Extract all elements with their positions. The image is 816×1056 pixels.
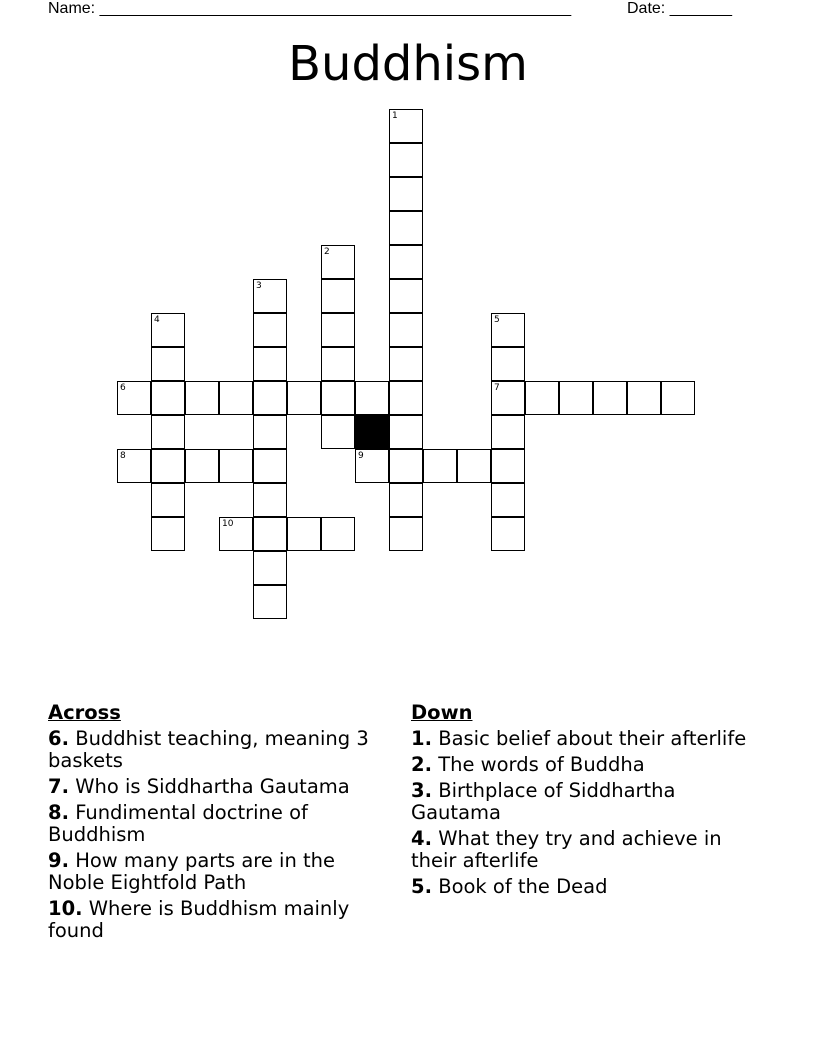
grid-cell[interactable] <box>389 381 423 415</box>
grid-cell[interactable] <box>389 483 423 517</box>
down-clue <box>411 754 751 776</box>
clue-number: 9. <box>48 849 69 872</box>
grid-cell[interactable] <box>151 517 185 551</box>
grid-cell[interactable] <box>593 381 627 415</box>
grid-cell[interactable] <box>491 449 525 483</box>
grid-cell[interactable] <box>287 517 321 551</box>
across-clue <box>48 850 388 894</box>
down-heading: Down <box>411 701 473 724</box>
grid-cell[interactable] <box>389 279 423 313</box>
grid-cell[interactable] <box>491 517 525 551</box>
grid-cell[interactable] <box>151 449 185 483</box>
grid-cell[interactable] <box>151 483 185 517</box>
grid-cell[interactable] <box>457 449 491 483</box>
grid-cell[interactable] <box>355 381 389 415</box>
grid-cell[interactable] <box>423 449 457 483</box>
grid-cell[interactable] <box>389 211 423 245</box>
grid-cell[interactable] <box>253 517 287 551</box>
grid-cell[interactable] <box>389 245 423 279</box>
grid-cell[interactable] <box>627 381 661 415</box>
across-heading: Across <box>48 701 121 724</box>
down-clue <box>411 728 751 750</box>
blocked-cell <box>355 415 389 449</box>
grid-cell[interactable] <box>321 415 355 449</box>
cell-number: 9 <box>358 451 364 461</box>
grid-cell[interactable] <box>389 347 423 381</box>
clue-text: Who is Siddhartha Gautama <box>75 775 350 798</box>
grid-cell[interactable] <box>253 347 287 381</box>
grid-cell[interactable] <box>389 177 423 211</box>
grid-cell[interactable] <box>117 381 151 415</box>
clue-number: 1. <box>411 727 432 750</box>
clue-number: 5. <box>411 875 432 898</box>
across-clue <box>48 802 388 846</box>
grid-cell[interactable] <box>151 313 185 347</box>
down-clue <box>411 780 751 824</box>
cell-number: 10 <box>222 519 234 529</box>
grid-cell[interactable] <box>253 551 287 585</box>
grid-cell[interactable] <box>491 381 525 415</box>
grid-cell[interactable] <box>287 381 321 415</box>
grid-cell[interactable] <box>661 381 695 415</box>
across-clues <box>48 702 388 946</box>
clue-number: 4. <box>411 827 432 850</box>
grid-cell[interactable] <box>389 313 423 347</box>
name-field-label: Name: _____________________________________________________ <box>48 0 572 17</box>
grid-cell[interactable] <box>491 313 525 347</box>
grid-cell[interactable] <box>219 449 253 483</box>
cell-number: 7 <box>494 383 500 393</box>
clue-text: Basic belief about their afterlife <box>438 727 747 750</box>
across-clue <box>48 898 388 942</box>
clue-text: Where is Buddhism mainly found <box>48 897 350 942</box>
clue-number: 10. <box>48 897 83 920</box>
clue-text: The words of Buddha <box>438 753 645 776</box>
grid-cell[interactable] <box>253 449 287 483</box>
grid-cell[interactable] <box>355 449 389 483</box>
clue-text: Book of the Dead <box>438 875 608 898</box>
cell-number: 6 <box>120 383 126 393</box>
grid-cell[interactable] <box>219 517 253 551</box>
down-clue <box>411 876 751 898</box>
clue-text: Fundimental doctrine of Buddhism <box>48 801 308 846</box>
down-clue <box>411 828 751 872</box>
grid-cell[interactable] <box>321 517 355 551</box>
clue-text: Buddhist teaching, meaning 3 baskets <box>48 727 369 772</box>
grid-cell[interactable] <box>151 415 185 449</box>
grid-cell[interactable] <box>491 415 525 449</box>
puzzle-title: Buddhism <box>288 36 528 92</box>
across-clue <box>48 776 388 798</box>
cell-number: 5 <box>494 315 500 325</box>
grid-cell[interactable] <box>253 585 287 619</box>
clue-number: 2. <box>411 753 432 776</box>
grid-cell[interactable] <box>253 313 287 347</box>
clue-text: What they try and achieve in their afterlife <box>411 827 722 872</box>
grid-cell[interactable] <box>321 381 355 415</box>
grid-cell[interactable] <box>525 381 559 415</box>
across-clue <box>48 728 388 772</box>
grid-cell[interactable] <box>253 415 287 449</box>
cell-number: 2 <box>324 247 330 257</box>
clue-number: 8. <box>48 801 69 824</box>
grid-cell[interactable] <box>389 109 423 143</box>
grid-cell[interactable] <box>389 449 423 483</box>
grid-cell[interactable] <box>389 415 423 449</box>
clue-number: 7. <box>48 775 69 798</box>
grid-cell[interactable] <box>321 245 355 279</box>
grid-cell[interactable] <box>559 381 593 415</box>
grid-cell[interactable] <box>321 347 355 381</box>
grid-cell[interactable] <box>219 381 253 415</box>
cell-number: 8 <box>120 451 126 461</box>
grid-cell[interactable] <box>491 483 525 517</box>
down-clues <box>411 702 751 902</box>
grid-cell[interactable] <box>491 347 525 381</box>
clue-number: 3. <box>411 779 432 802</box>
clue-text: Birthplace of Siddhartha Gautama <box>411 779 676 824</box>
grid-cell[interactable] <box>151 347 185 381</box>
clue-number: 6. <box>48 727 69 750</box>
grid-cell[interactable] <box>185 381 219 415</box>
clue-text: How many parts are in the Noble Eightfold Path <box>48 849 336 894</box>
cell-number: 4 <box>154 315 160 325</box>
grid-cell[interactable] <box>253 381 287 415</box>
grid-cell[interactable] <box>253 483 287 517</box>
grid-cell[interactable] <box>389 517 423 551</box>
grid-cell[interactable] <box>117 449 151 483</box>
grid-cell[interactable] <box>253 279 287 313</box>
grid-cell[interactable] <box>321 313 355 347</box>
grid-cell[interactable] <box>321 279 355 313</box>
date-field-label: Date: _______ <box>627 0 732 17</box>
grid-cell[interactable] <box>389 143 423 177</box>
grid-cell[interactable] <box>185 449 219 483</box>
cell-number: 3 <box>256 281 262 291</box>
cell-number: 1 <box>392 111 398 121</box>
grid-cell[interactable] <box>151 381 185 415</box>
